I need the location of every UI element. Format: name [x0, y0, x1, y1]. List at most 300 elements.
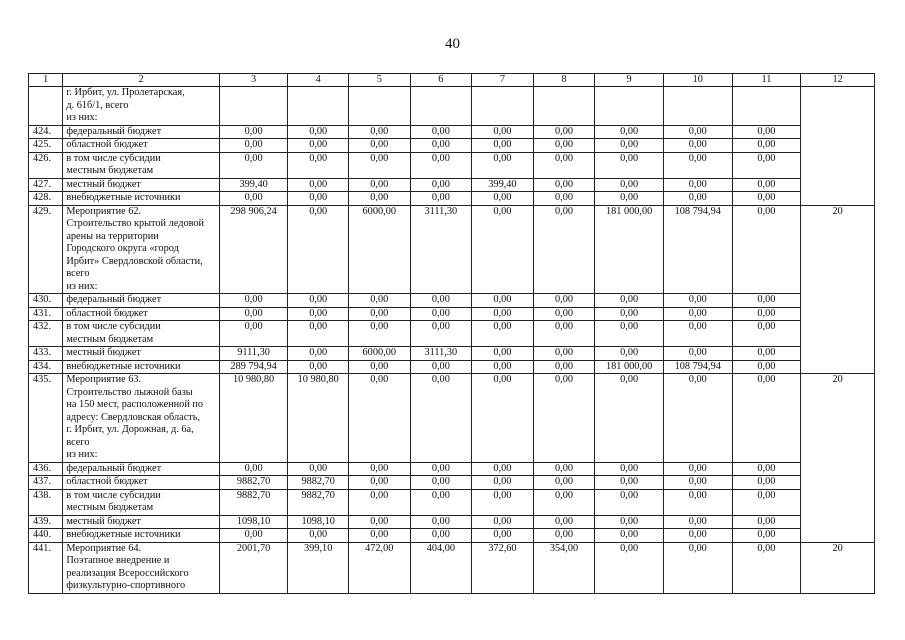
value-cell-col-3: 0,00	[219, 462, 288, 476]
value-cell-col-8: 0,00	[533, 489, 595, 515]
value-cell-col-3: 9882,70	[219, 489, 288, 515]
value-cell-col-10: 0,00	[663, 462, 732, 476]
value-cell-col-3: 10 980,80	[219, 374, 288, 463]
value-cell-col-4: 0,00	[288, 192, 349, 206]
row-number: 429.	[29, 205, 63, 294]
column-header-12: 12	[801, 74, 875, 87]
value-cell-col-4: 10 980,80	[288, 374, 349, 463]
table-row	[29, 152, 875, 178]
description-line: Поэтапное внедрение и	[66, 555, 170, 566]
value-cell-col-10: 0,00	[663, 476, 732, 490]
row-description	[63, 192, 219, 206]
value-cell-col-9: 0,00	[595, 476, 664, 490]
value-cell-col-10: 0,00	[663, 374, 732, 463]
value-cell-col-4: 1098,10	[288, 515, 349, 529]
value-cell-col-10: 0,00	[663, 178, 732, 192]
table-row	[29, 307, 875, 321]
row-description	[63, 152, 219, 178]
column-header-2: 2	[63, 74, 219, 87]
value-cell-col-8: 354,00	[533, 542, 595, 593]
value-cell-col-3: 0,00	[219, 294, 288, 308]
value-cell-col-3: 399,40	[219, 178, 288, 192]
value-cell-col-6: 404,00	[410, 542, 472, 593]
value-cell-col-5: 0,00	[348, 321, 410, 347]
value-cell-col-5: 0,00	[348, 515, 410, 529]
value-cell-col-10: 0,00	[663, 542, 732, 593]
value-cell-col-9	[595, 87, 664, 126]
description-line: местным бюджетам	[66, 502, 154, 513]
value-cell-col-11: 0,00	[732, 192, 801, 206]
value-cell-col-11: 0,00	[732, 529, 801, 543]
description-line: арены на территории	[66, 230, 159, 242]
description-line: Городского округа «город	[66, 243, 179, 254]
page-number: 40	[445, 36, 460, 52]
row-number: 427.	[29, 178, 63, 192]
table-row	[29, 542, 875, 593]
value-cell-col-10: 0,00	[663, 152, 732, 178]
row-description	[63, 360, 219, 374]
value-cell-col-11: 0,00	[732, 360, 801, 374]
value-cell-col-12	[801, 307, 875, 321]
column-header-3: 3	[219, 74, 288, 87]
value-cell-col-5: 0,00	[348, 294, 410, 308]
value-cell-col-4: 0,00	[288, 321, 349, 347]
column-header-1: 1	[29, 74, 63, 87]
value-cell-col-5: 0,00	[348, 529, 410, 543]
description-line: внебюджетные источники	[66, 529, 181, 540]
value-cell-col-5: 0,00	[348, 152, 410, 178]
row-description	[63, 347, 219, 361]
description-line: местным бюджетам	[66, 165, 154, 176]
value-cell-col-12	[801, 360, 875, 374]
value-cell-col-6: 0,00	[410, 489, 472, 515]
value-cell-col-5: 0,00	[348, 476, 410, 490]
value-cell-col-6: 0,00	[410, 476, 472, 490]
value-cell-col-5: 0,00	[348, 307, 410, 321]
value-cell-col-12	[801, 489, 875, 515]
value-cell-col-11: 0,00	[732, 476, 801, 490]
row-description	[63, 374, 219, 463]
row-description	[63, 462, 219, 476]
value-cell-col-8	[533, 87, 595, 126]
value-cell-col-11: 0,00	[732, 347, 801, 361]
description-line: из них:	[66, 280, 98, 292]
value-cell-col-8: 0,00	[533, 347, 595, 361]
value-cell-col-4: 0,00	[288, 205, 349, 294]
table-row	[29, 192, 875, 206]
value-cell-col-11: 0,00	[732, 178, 801, 192]
value-cell-col-4: 9882,70	[288, 476, 349, 490]
value-cell-col-3: 0,00	[219, 152, 288, 178]
budget-table	[28, 73, 875, 594]
value-cell-col-8: 0,00	[533, 205, 595, 294]
row-description	[63, 515, 219, 529]
header-row	[29, 74, 875, 87]
description-line: местный бюджет	[66, 178, 141, 190]
description-line: местным бюджетам	[66, 333, 154, 345]
table-row	[29, 347, 875, 361]
value-cell-col-12	[801, 178, 875, 192]
value-cell-col-11: 0,00	[732, 462, 801, 476]
row-number: 439.	[29, 515, 63, 529]
row-number: 437.	[29, 476, 63, 490]
row-number: 432.	[29, 321, 63, 347]
value-cell-col-10: 108 794,94	[663, 205, 732, 294]
value-cell-col-8: 0,00	[533, 307, 595, 321]
value-cell-col-3: 9111,30	[219, 347, 288, 361]
value-cell-col-11: 0,00	[732, 152, 801, 178]
value-cell-col-3	[219, 87, 288, 126]
value-cell-col-4: 0,00	[288, 347, 349, 361]
value-cell-col-6: 0,00	[410, 529, 472, 543]
value-cell-col-4	[288, 87, 349, 126]
value-cell-col-8: 0,00	[533, 374, 595, 463]
value-cell-col-9: 0,00	[595, 152, 664, 178]
value-cell-col-12	[801, 152, 875, 178]
table-row	[29, 374, 875, 463]
value-cell-col-12	[801, 321, 875, 347]
value-cell-col-5: 6000,00	[348, 347, 410, 361]
value-cell-col-5: 0,00	[348, 374, 410, 463]
value-cell-col-9: 0,00	[595, 374, 664, 463]
description-line: местный бюджет	[66, 347, 141, 358]
description-line: Мероприятие 64.	[66, 542, 142, 554]
value-cell-col-8: 0,00	[533, 515, 595, 529]
description-line: Мероприятие 63.	[66, 374, 142, 385]
value-cell-col-5: 0,00	[348, 489, 410, 515]
row-description	[63, 294, 219, 308]
value-cell-col-9: 0,00	[595, 125, 664, 139]
row-number: 434.	[29, 360, 63, 374]
value-cell-col-9: 0,00	[595, 347, 664, 361]
table-row	[29, 476, 875, 490]
value-cell-col-5: 6000,00	[348, 205, 410, 294]
value-cell-col-6: 0,00	[410, 192, 472, 206]
value-cell-col-7: 0,00	[472, 321, 534, 347]
description-line: г. Ирбит, ул. Пролетарская,	[66, 87, 185, 98]
table-row	[29, 139, 875, 153]
value-cell-col-9: 0,00	[595, 294, 664, 308]
value-cell-col-10: 0,00	[663, 321, 732, 347]
value-cell-col-9: 181 000,00	[595, 205, 664, 294]
table-row	[29, 321, 875, 347]
value-cell-col-8: 0,00	[533, 360, 595, 374]
value-cell-col-10: 0,00	[663, 192, 732, 206]
table-row	[29, 87, 875, 126]
value-cell-col-4: 0,00	[288, 152, 349, 178]
description-line: всего	[66, 436, 90, 448]
table-row	[29, 489, 875, 515]
description-line: на 150 мест, расположенной по	[66, 399, 204, 410]
value-cell-col-10: 0,00	[663, 125, 732, 139]
value-cell-col-7: 0,00	[472, 360, 534, 374]
value-cell-col-3: 298 906,24	[219, 205, 288, 294]
value-cell-col-7: 0,00	[472, 462, 534, 476]
value-cell-col-12	[801, 139, 875, 153]
value-cell-col-3: 0,00	[219, 307, 288, 321]
value-cell-col-12	[801, 529, 875, 543]
table-row	[29, 125, 875, 139]
description-line: федеральный бюджет	[66, 125, 162, 137]
value-cell-col-9: 0,00	[595, 178, 664, 192]
value-cell-col-9: 0,00	[595, 489, 664, 515]
table-row	[29, 294, 875, 308]
row-description	[63, 139, 219, 153]
value-cell-col-4: 9882,70	[288, 489, 349, 515]
value-cell-col-8: 0,00	[533, 152, 595, 178]
value-cell-col-7: 0,00	[472, 139, 534, 153]
value-cell-col-10: 0,00	[663, 489, 732, 515]
table-row	[29, 205, 875, 294]
description-line: в том числе субсидии	[66, 152, 161, 164]
value-cell-col-4: 0,00	[288, 139, 349, 153]
description-line: из них:	[66, 449, 98, 460]
value-cell-col-12	[801, 192, 875, 206]
row-number: 428.	[29, 192, 63, 206]
value-cell-col-10: 0,00	[663, 347, 732, 361]
value-cell-col-3: 289 794,94	[219, 360, 288, 374]
value-cell-col-8: 0,00	[533, 462, 595, 476]
value-cell-col-5: 0,00	[348, 178, 410, 192]
value-cell-col-5: 0,00	[348, 462, 410, 476]
row-number: 424.	[29, 125, 63, 139]
row-description	[63, 307, 219, 321]
table-row	[29, 360, 875, 374]
value-cell-col-5: 0,00	[348, 360, 410, 374]
value-cell-col-7: 0,00	[472, 294, 534, 308]
value-cell-col-12: 20	[801, 542, 875, 593]
description-line: Строительство лыжной базы	[66, 386, 193, 398]
value-cell-col-5: 472,00	[348, 542, 410, 593]
value-cell-col-6: 0,00	[410, 374, 472, 463]
value-cell-col-12	[801, 347, 875, 361]
value-cell-col-7: 0,00	[472, 152, 534, 178]
row-number: 431.	[29, 307, 63, 321]
value-cell-col-7: 0,00	[472, 205, 534, 294]
value-cell-col-7: 372,60	[472, 542, 534, 593]
value-cell-col-6: 0,00	[410, 294, 472, 308]
value-cell-col-6: 3111,30	[410, 205, 472, 294]
value-cell-col-10	[663, 87, 732, 126]
value-cell-col-7: 0,00	[472, 374, 534, 463]
value-cell-col-9: 0,00	[595, 307, 664, 321]
value-cell-col-11: 0,00	[732, 205, 801, 294]
row-number: 425.	[29, 139, 63, 153]
description-line: д. 61б/1, всего	[66, 99, 129, 111]
value-cell-col-6: 0,00	[410, 515, 472, 529]
value-cell-col-8: 0,00	[533, 294, 595, 308]
value-cell-col-11: 0,00	[732, 307, 801, 321]
column-header-7: 7	[472, 74, 534, 87]
value-cell-col-7: 0,00	[472, 347, 534, 361]
value-cell-col-9: 0,00	[595, 462, 664, 476]
value-cell-col-7: 0,00	[472, 489, 534, 515]
row-number: 433.	[29, 347, 63, 361]
value-cell-col-3: 0,00	[219, 125, 288, 139]
description-line: Строительство крытой ледовой	[66, 218, 205, 229]
value-cell-col-12: 20	[801, 374, 875, 463]
description-line: из них:	[66, 112, 98, 123]
value-cell-col-10: 0,00	[663, 307, 732, 321]
value-cell-col-7: 0,00	[472, 125, 534, 139]
value-cell-col-11	[732, 87, 801, 126]
value-cell-col-4: 0,00	[288, 178, 349, 192]
column-header-6: 6	[410, 74, 472, 87]
description-line: областной бюджет	[66, 307, 148, 319]
row-number: 436.	[29, 462, 63, 476]
description-line: физкультурно-спортивного	[66, 580, 186, 591]
description-line: внебюджетные источники	[66, 192, 181, 203]
value-cell-col-11: 0,00	[732, 542, 801, 593]
value-cell-col-12: 20	[801, 205, 875, 294]
row-number: 426.	[29, 152, 63, 178]
description-line: реализация Всероссийского	[66, 567, 189, 579]
table-row	[29, 178, 875, 192]
value-cell-col-3: 9882,70	[219, 476, 288, 490]
value-cell-col-6	[410, 87, 472, 126]
value-cell-col-6: 0,00	[410, 360, 472, 374]
value-cell-col-6: 0,00	[410, 321, 472, 347]
value-cell-col-9: 0,00	[595, 321, 664, 347]
value-cell-col-12	[801, 294, 875, 308]
value-cell-col-7: 399,40	[472, 178, 534, 192]
row-description	[63, 489, 219, 515]
value-cell-col-8: 0,00	[533, 139, 595, 153]
row-description	[63, 542, 219, 593]
column-header-4: 4	[288, 74, 349, 87]
value-cell-col-10: 0,00	[663, 529, 732, 543]
value-cell-col-6: 0,00	[410, 462, 472, 476]
column-header-9: 9	[595, 74, 664, 87]
row-description	[63, 476, 219, 490]
value-cell-col-7: 0,00	[472, 476, 534, 490]
description-line: в том числе субсидии	[66, 321, 161, 332]
value-cell-col-11: 0,00	[732, 125, 801, 139]
row-number: 430.	[29, 294, 63, 308]
value-cell-col-9: 0,00	[595, 139, 664, 153]
value-cell-col-9: 0,00	[595, 529, 664, 543]
value-cell-col-3: 0,00	[219, 192, 288, 206]
row-description	[63, 321, 219, 347]
value-cell-col-9: 0,00	[595, 542, 664, 593]
table-body	[29, 87, 875, 594]
value-cell-col-7: 0,00	[472, 515, 534, 529]
row-description	[63, 205, 219, 294]
description-line: в том числе субсидии	[66, 489, 161, 501]
value-cell-col-11: 0,00	[732, 139, 801, 153]
description-line: местный бюджет	[66, 515, 141, 527]
value-cell-col-5: 0,00	[348, 125, 410, 139]
column-header-10: 10	[663, 74, 732, 87]
column-header-8: 8	[533, 74, 595, 87]
table-row	[29, 529, 875, 543]
value-cell-col-10: 0,00	[663, 294, 732, 308]
value-cell-col-5: 0,00	[348, 192, 410, 206]
value-cell-col-4: 0,00	[288, 360, 349, 374]
value-cell-col-6: 3111,30	[410, 347, 472, 361]
value-cell-col-12	[801, 87, 875, 126]
row-number: 440.	[29, 529, 63, 543]
value-cell-col-8: 0,00	[533, 192, 595, 206]
description-line: внебюджетные источники	[66, 360, 181, 372]
value-cell-col-10: 108 794,94	[663, 360, 732, 374]
value-cell-col-4: 0,00	[288, 462, 349, 476]
value-cell-col-6: 0,00	[410, 139, 472, 153]
column-header-5: 5	[348, 74, 410, 87]
row-description	[63, 125, 219, 139]
value-cell-col-5: 0,00	[348, 139, 410, 153]
value-cell-col-3: 2001,70	[219, 542, 288, 593]
value-cell-col-6: 0,00	[410, 125, 472, 139]
value-cell-col-8: 0,00	[533, 125, 595, 139]
row-number: 438.	[29, 489, 63, 515]
description-line: Мероприятие 62.	[66, 205, 142, 217]
value-cell-col-11: 0,00	[732, 515, 801, 529]
description-line: г. Ирбит, ул. Дорожная, д. 6а,	[66, 424, 194, 435]
value-cell-col-11: 0,00	[732, 294, 801, 308]
description-line: федеральный бюджет	[66, 294, 162, 305]
description-line: федеральный бюджет	[66, 462, 162, 474]
value-cell-col-5	[348, 87, 410, 126]
value-cell-col-11: 0,00	[732, 489, 801, 515]
value-cell-col-7: 0,00	[472, 192, 534, 206]
row-number: 435.	[29, 374, 63, 463]
description-line: областной бюджет	[66, 139, 148, 150]
value-cell-col-4: 0,00	[288, 529, 349, 543]
value-cell-col-9: 0,00	[595, 515, 664, 529]
table-row	[29, 515, 875, 529]
value-cell-col-9: 181 000,00	[595, 360, 664, 374]
value-cell-col-12	[801, 125, 875, 139]
value-cell-col-4: 0,00	[288, 125, 349, 139]
row-description	[63, 87, 219, 126]
value-cell-col-8: 0,00	[533, 321, 595, 347]
value-cell-col-9: 0,00	[595, 192, 664, 206]
value-cell-col-7: 0,00	[472, 307, 534, 321]
value-cell-col-8: 0,00	[533, 529, 595, 543]
value-cell-col-7: 0,00	[472, 529, 534, 543]
value-cell-col-10: 0,00	[663, 515, 732, 529]
value-cell-col-3: 0,00	[219, 321, 288, 347]
value-cell-col-4: 0,00	[288, 294, 349, 308]
row-description	[63, 529, 219, 543]
value-cell-col-11: 0,00	[732, 374, 801, 463]
description-line: адресу: Свердловская область,	[66, 411, 201, 423]
description-line: областной бюджет	[66, 476, 148, 487]
value-cell-col-10: 0,00	[663, 139, 732, 153]
value-cell-col-12	[801, 515, 875, 529]
value-cell-col-6: 0,00	[410, 307, 472, 321]
value-cell-col-12	[801, 462, 875, 476]
row-number: 441.	[29, 542, 63, 593]
value-cell-col-6: 0,00	[410, 178, 472, 192]
value-cell-col-6: 0,00	[410, 152, 472, 178]
column-header-11: 11	[732, 74, 801, 87]
value-cell-col-3: 0,00	[219, 529, 288, 543]
description-line: Ирбит» Свердловской области,	[66, 255, 203, 267]
value-cell-col-8: 0,00	[533, 178, 595, 192]
value-cell-col-4: 0,00	[288, 307, 349, 321]
value-cell-col-3: 0,00	[219, 139, 288, 153]
table-row	[29, 462, 875, 476]
row-description	[63, 178, 219, 192]
description-line: всего	[66, 268, 90, 279]
value-cell-col-3: 1098,10	[219, 515, 288, 529]
value-cell-col-4: 399,10	[288, 542, 349, 593]
row-number	[29, 87, 63, 126]
value-cell-col-7	[472, 87, 534, 126]
value-cell-col-12	[801, 476, 875, 490]
